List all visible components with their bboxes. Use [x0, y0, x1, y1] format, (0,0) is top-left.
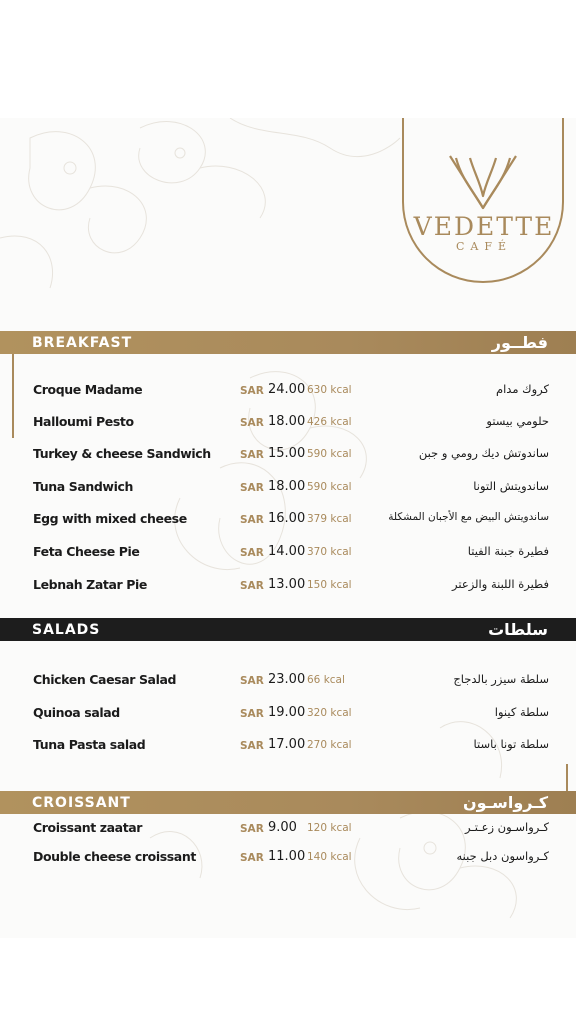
item-price: 11.00	[268, 849, 306, 864]
item-price: 13.00	[268, 577, 306, 592]
item-kcal: 590 kcal	[307, 481, 352, 493]
item-kcal: 120 kcal	[307, 822, 352, 834]
item-price: 15.00	[268, 446, 306, 461]
item-name: Lebnah Zatar Pie	[33, 577, 147, 592]
item-kcal: 590 kcal	[307, 448, 352, 460]
item-name-ar: سلطة تونا باستا	[473, 737, 549, 751]
menu-item	[0, 544, 576, 564]
menu-item	[0, 511, 576, 531]
brand-subtitle: CAFÉ	[455, 240, 513, 253]
section-title-en: BREAKFAST	[32, 334, 133, 351]
menu-item	[0, 672, 576, 692]
section-title-en: CROISSANT	[32, 794, 131, 811]
item-name-ar: فطيرة اللبنة والزعتر	[452, 577, 549, 591]
section-title-ar: كـرواسـون	[462, 793, 548, 812]
item-currency: SAR	[240, 482, 264, 494]
item-name-ar: سلطة كينوا	[494, 705, 549, 719]
item-name: Egg with mixed cheese	[33, 511, 187, 526]
section-title-ar: فطــور	[491, 333, 548, 352]
menu-item	[0, 414, 576, 434]
item-name-ar: كروك مدام	[495, 382, 549, 396]
item-currency: SAR	[240, 708, 264, 720]
section-title-ar: سلطات	[488, 620, 548, 639]
item-name: Quinoa salad	[33, 705, 120, 720]
item-price: 9.00	[268, 820, 297, 835]
item-price: 16.00	[268, 511, 306, 526]
item-price: 17.00	[268, 737, 306, 752]
menu-item	[0, 820, 576, 840]
item-price: 18.00	[268, 479, 306, 494]
menu-item	[0, 479, 576, 499]
item-price: 18.00	[268, 414, 306, 429]
item-name: Croque Madame	[33, 382, 143, 397]
item-kcal: 66 kcal	[307, 674, 345, 686]
item-currency: SAR	[240, 547, 264, 559]
menu-item	[0, 737, 576, 757]
section-title-en: SALADS	[32, 621, 101, 638]
item-currency: SAR	[240, 580, 264, 592]
section-breakfast-header	[0, 331, 576, 354]
item-name: Tuna Sandwich	[33, 479, 133, 494]
item-name-ar: فطيرة جبنة الفيتا	[467, 544, 549, 558]
item-name: Turkey & cheese Sandwich	[33, 446, 211, 461]
item-price: 24.00	[268, 382, 306, 397]
menu-item	[0, 446, 576, 466]
item-kcal: 370 kcal	[307, 546, 352, 558]
item-currency: SAR	[240, 385, 264, 397]
item-kcal: 270 kcal	[307, 739, 352, 751]
section-croissant-header	[0, 791, 576, 814]
item-name: Double cheese croissant	[33, 849, 196, 864]
item-currency: SAR	[240, 852, 264, 864]
item-currency: SAR	[240, 823, 264, 835]
item-kcal: 140 kcal	[307, 851, 352, 863]
item-kcal: 150 kcal	[307, 579, 352, 591]
item-name: Chicken Caesar Salad	[33, 672, 177, 687]
item-name: Halloumi Pesto	[33, 414, 134, 429]
item-price: 23.00	[268, 672, 306, 687]
item-price: 14.00	[268, 544, 306, 559]
item-kcal: 320 kcal	[307, 707, 352, 719]
item-price: 19.00	[268, 705, 306, 720]
item-currency: SAR	[240, 740, 264, 752]
item-name-ar: كـرواسون دبل جبنه	[456, 849, 549, 863]
menu-item	[0, 577, 576, 597]
item-name-ar: كـرواسـون زعـتـر	[465, 820, 549, 834]
item-currency: SAR	[240, 449, 264, 461]
item-name: Feta Cheese Pie	[33, 544, 140, 559]
item-currency: SAR	[240, 514, 264, 526]
menu-item	[0, 849, 576, 869]
item-kcal: 379 kcal	[307, 513, 352, 525]
vedette-logo-icon	[448, 152, 518, 212]
item-name-ar: ساندويتش البيض مع الأجبان المشكلة	[388, 511, 549, 523]
menu-item	[0, 705, 576, 725]
menu-item	[0, 382, 576, 402]
brand-name: VEDETTE	[413, 212, 555, 241]
section-salads-header	[0, 618, 576, 641]
item-kcal: 630 kcal	[307, 384, 352, 396]
item-name-ar: ساندوتش ديك رومي و جبن	[418, 446, 549, 460]
item-currency: SAR	[240, 675, 264, 687]
item-name: Croissant zaatar	[33, 820, 143, 835]
item-name-ar: ساندويتش التونا	[473, 479, 549, 493]
item-name-ar: سلطة سيزر بالدجاج	[453, 672, 549, 686]
item-name-ar: حلومي بيستو	[486, 414, 549, 428]
item-currency: SAR	[240, 417, 264, 429]
item-kcal: 426 kcal	[307, 416, 352, 428]
item-name: Tuna Pasta salad	[33, 737, 146, 752]
